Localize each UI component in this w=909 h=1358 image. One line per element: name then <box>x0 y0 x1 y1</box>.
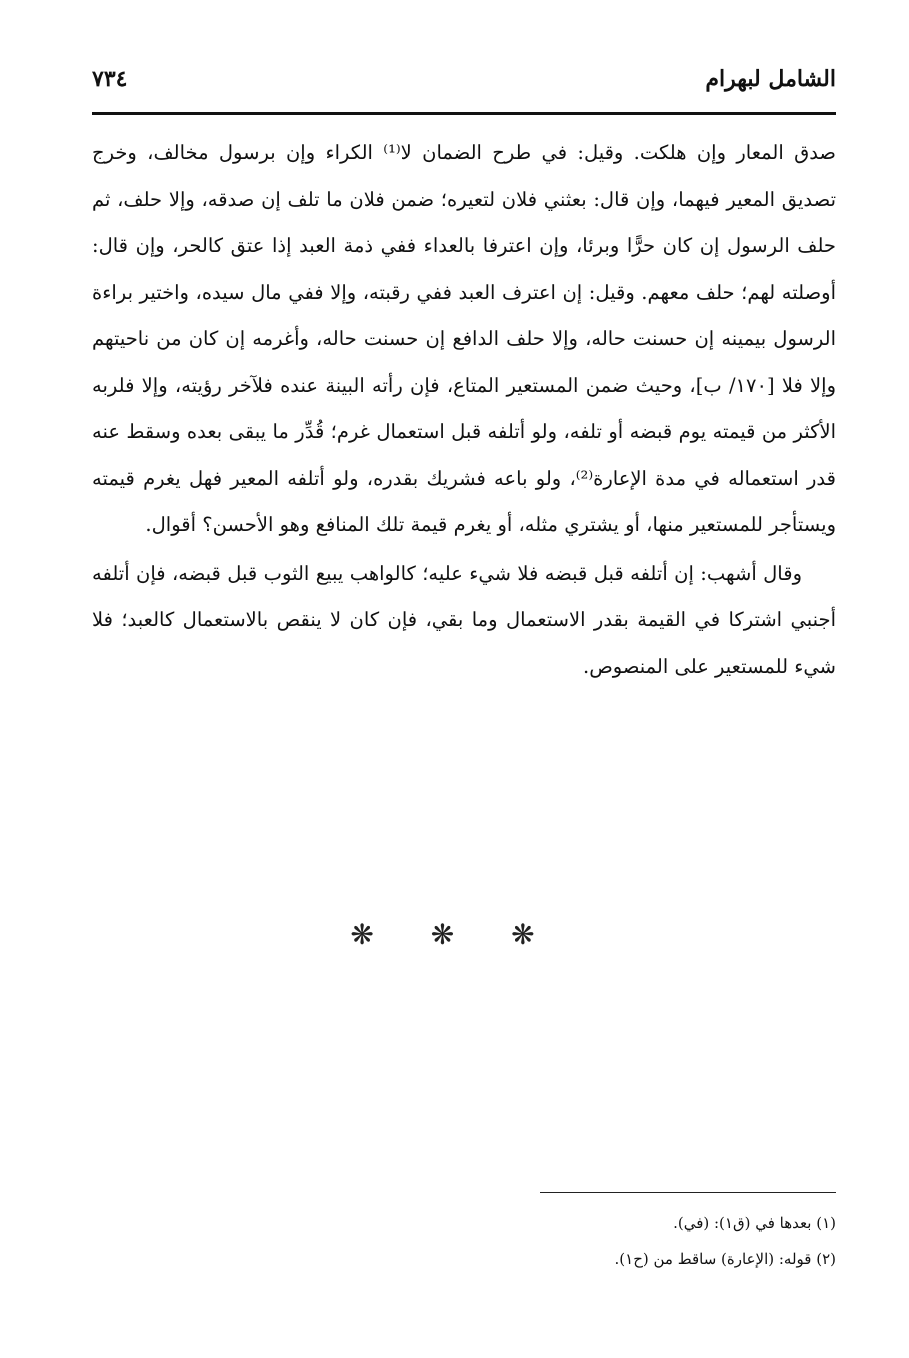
paragraph-1: صدق المعار وإن هلكت. وقيل: في طرح الضمان لا⁽¹⁾ الكراء وإن برسول مخالف، وخرج تصديق المعير فيهما، وإن قال: بعثني فلان لتعيره؛ ضمن فلان ما تلف إن صدقه، وإلا حلف، ثم حلف الرسول إن كان حرًّا وبرئا، وإن اعترفا بالعداء ففي ذمة العبد إذا عتق كالحر، وإن قال: أوصلته لهم؛ حلف معهم. وقيل: إن اعترف العبد ففي رقبته، وإلا ففي مال سيده، واختير براءة الرسول بيمينه إن حسنت حاله، وإلا حلف الدافع إن حسنت حاله، وأغرمه إن كان من ناحيتهم وإلا فلا [١٧٠/ ب]، وحيث ضمن المستعير المتاع، فإن رأته البينة عنده فلآخر رؤيته، وإلا فلربه الأكثر من قيمته يوم قبضه أو تلفه، ولو أتلفه قبل استعمال غرم؛ قُدِّر ما يبقى بعده وسقط عنه قدر استعماله في مدة الإعارة⁽²⁾، ولو باعه فشريك بقدره، ولو أتلفه المعير فهل يغرم قيمته ويستأجر للمستعير منها، أو يشتري مثله، أو يغرم قيمة تلك المنافع وهو الأحسن؟ أقوال. <box>92 141 836 536</box>
section-separator: ❋ ❋ ❋ <box>350 918 559 951</box>
header-rule <box>92 112 836 115</box>
footnote-rule <box>540 1192 836 1193</box>
page-header <box>92 62 836 106</box>
footnote-1: (١) بعدها في (ق١): (في). <box>673 1214 836 1232</box>
footnote-2: (٢) قوله: (الإعارة) ساقط من (ح١). <box>614 1250 836 1268</box>
running-title: الشامل لبهرام <box>705 66 836 92</box>
main-text <box>92 130 836 690</box>
footnotes <box>92 1205 836 1277</box>
paragraph-2: وقال أشهب: إن أتلفه قبل قبضه فلا شيء عليه؛ كالواهب يبيع الثوب قبل قبضه، فإن أتلفه أجنبي اشتركا في القيمة بقدر الاستعمال وما بقي، فإن كان لا ينقص بالاستعمال كالعبد؛ فلا شيء للمستعير على المنصوص. <box>92 561 836 678</box>
page-number: ٧٣٤ <box>92 66 128 92</box>
